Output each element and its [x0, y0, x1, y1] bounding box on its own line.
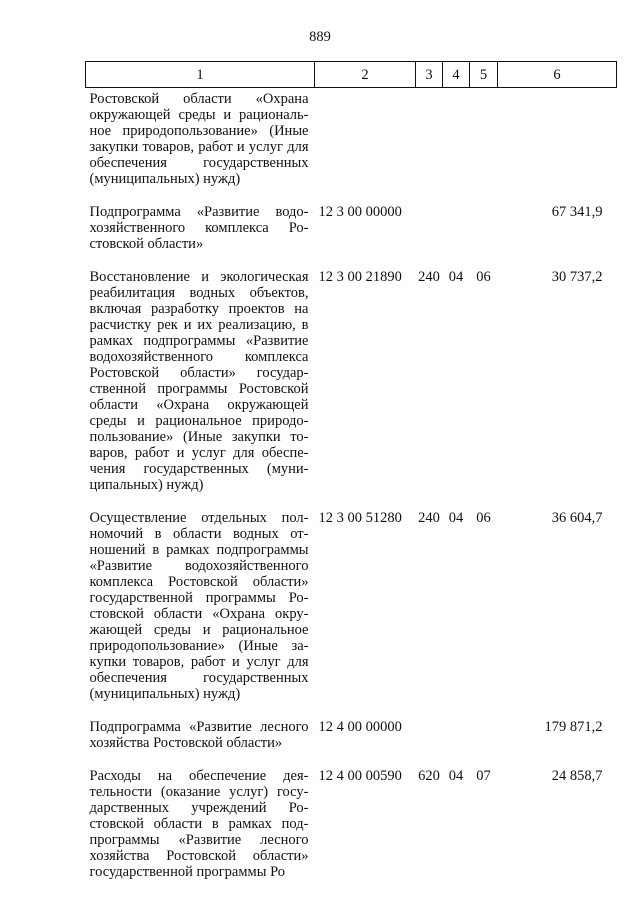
row-rz: 04 [448, 510, 464, 526]
table-row [86, 204, 617, 269]
row-code: 12 3 00 00000 [318, 204, 402, 220]
header-col-amount: 6 [498, 62, 617, 88]
row-rz [443, 204, 470, 269]
header-col-pr: 5 [470, 62, 498, 88]
header-col-vr: 3 [416, 62, 443, 88]
row-pr: 06 [476, 510, 491, 526]
row-amount: 36 604,7 [551, 510, 603, 526]
table-row [86, 768, 617, 897]
row-pr [470, 204, 498, 269]
table-row [86, 719, 617, 768]
row-amount: 179 871,2 [544, 719, 603, 735]
row-vr [416, 88, 443, 205]
row-pr: 07 [476, 768, 491, 784]
row-amount: 67 341,9 [551, 204, 603, 220]
row-name: Подпрограмма «Развитие водохозяйственного комплекса Ростовской области» [89, 204, 309, 252]
row-vr [416, 719, 443, 768]
row-pr: 06 [476, 269, 491, 285]
header-col-code: 2 [315, 62, 416, 88]
row-pr [470, 719, 498, 768]
row-rz: 04 [448, 269, 464, 285]
row-code: 12 4 00 00590 [318, 768, 402, 784]
row-name: Осуществление отдельных полномочий в области водных отношений в рамках подпрограммы «Развитие водохозяйственного комплекса Ростовской области» государственной программы Ростовской области «Охрана окружающей среды и рациональное природопользование» (Иные закупки товаров, работ и услуг для обеспечения государственных (муниципальных) нужд) [89, 510, 309, 702]
table-row [86, 269, 617, 510]
table-row [86, 510, 617, 719]
header-col-rz: 4 [443, 62, 470, 88]
table-header-row [86, 62, 617, 88]
row-rz [443, 719, 470, 768]
row-vr: 240 [418, 510, 440, 526]
row-rz [443, 88, 470, 205]
row-amount [498, 88, 617, 205]
row-amount: 30 737,2 [551, 269, 603, 285]
row-vr: 240 [418, 269, 440, 285]
row-name: Подпрограмма «Развитие лесного хозяйства Ростовской области» [89, 719, 309, 751]
table-row [86, 88, 617, 205]
row-pr [470, 88, 498, 205]
row-vr [416, 204, 443, 269]
row-code: 12 3 00 21890 [318, 269, 402, 285]
row-name: Расходы на обеспечение деятельности (оказание услуг) государственных учреждений Ростовской области в рамках подпрограммы «Развитие лесного хозяйства Ростовской области» государственной программы Ро [89, 768, 309, 880]
row-amount: 24 858,7 [551, 768, 603, 784]
row-rz: 04 [448, 768, 464, 784]
row-vr: 620 [418, 768, 440, 784]
row-code: 12 4 00 00000 [318, 719, 402, 735]
header-col-name: 1 [86, 62, 315, 88]
budget-table [85, 61, 617, 897]
page-number: 889 [309, 29, 331, 45]
row-code: 12 3 00 51280 [318, 510, 402, 526]
row-name: Ростовской области «Охрана окружающей среды и рациональное природопользование» (Иные закупки товаров, работ и услуг для обеспечения государственных (муниципальных) нужд) [89, 91, 309, 187]
row-name: Восстановление и экологическая реабилитация водных объектов, включая разработку проектов на расчистку рек и их реализацию, в рамках подпрограммы «Развитие водохозяйственного комплекса Ростовской области» государственной программы Ростовской области «Охрана окружающей среды и рациональное природопользование» (Иные закупки товаров, работ и услуг для обеспечения государственных (муниципальных) нужд) [89, 269, 309, 493]
row-code [315, 88, 416, 205]
